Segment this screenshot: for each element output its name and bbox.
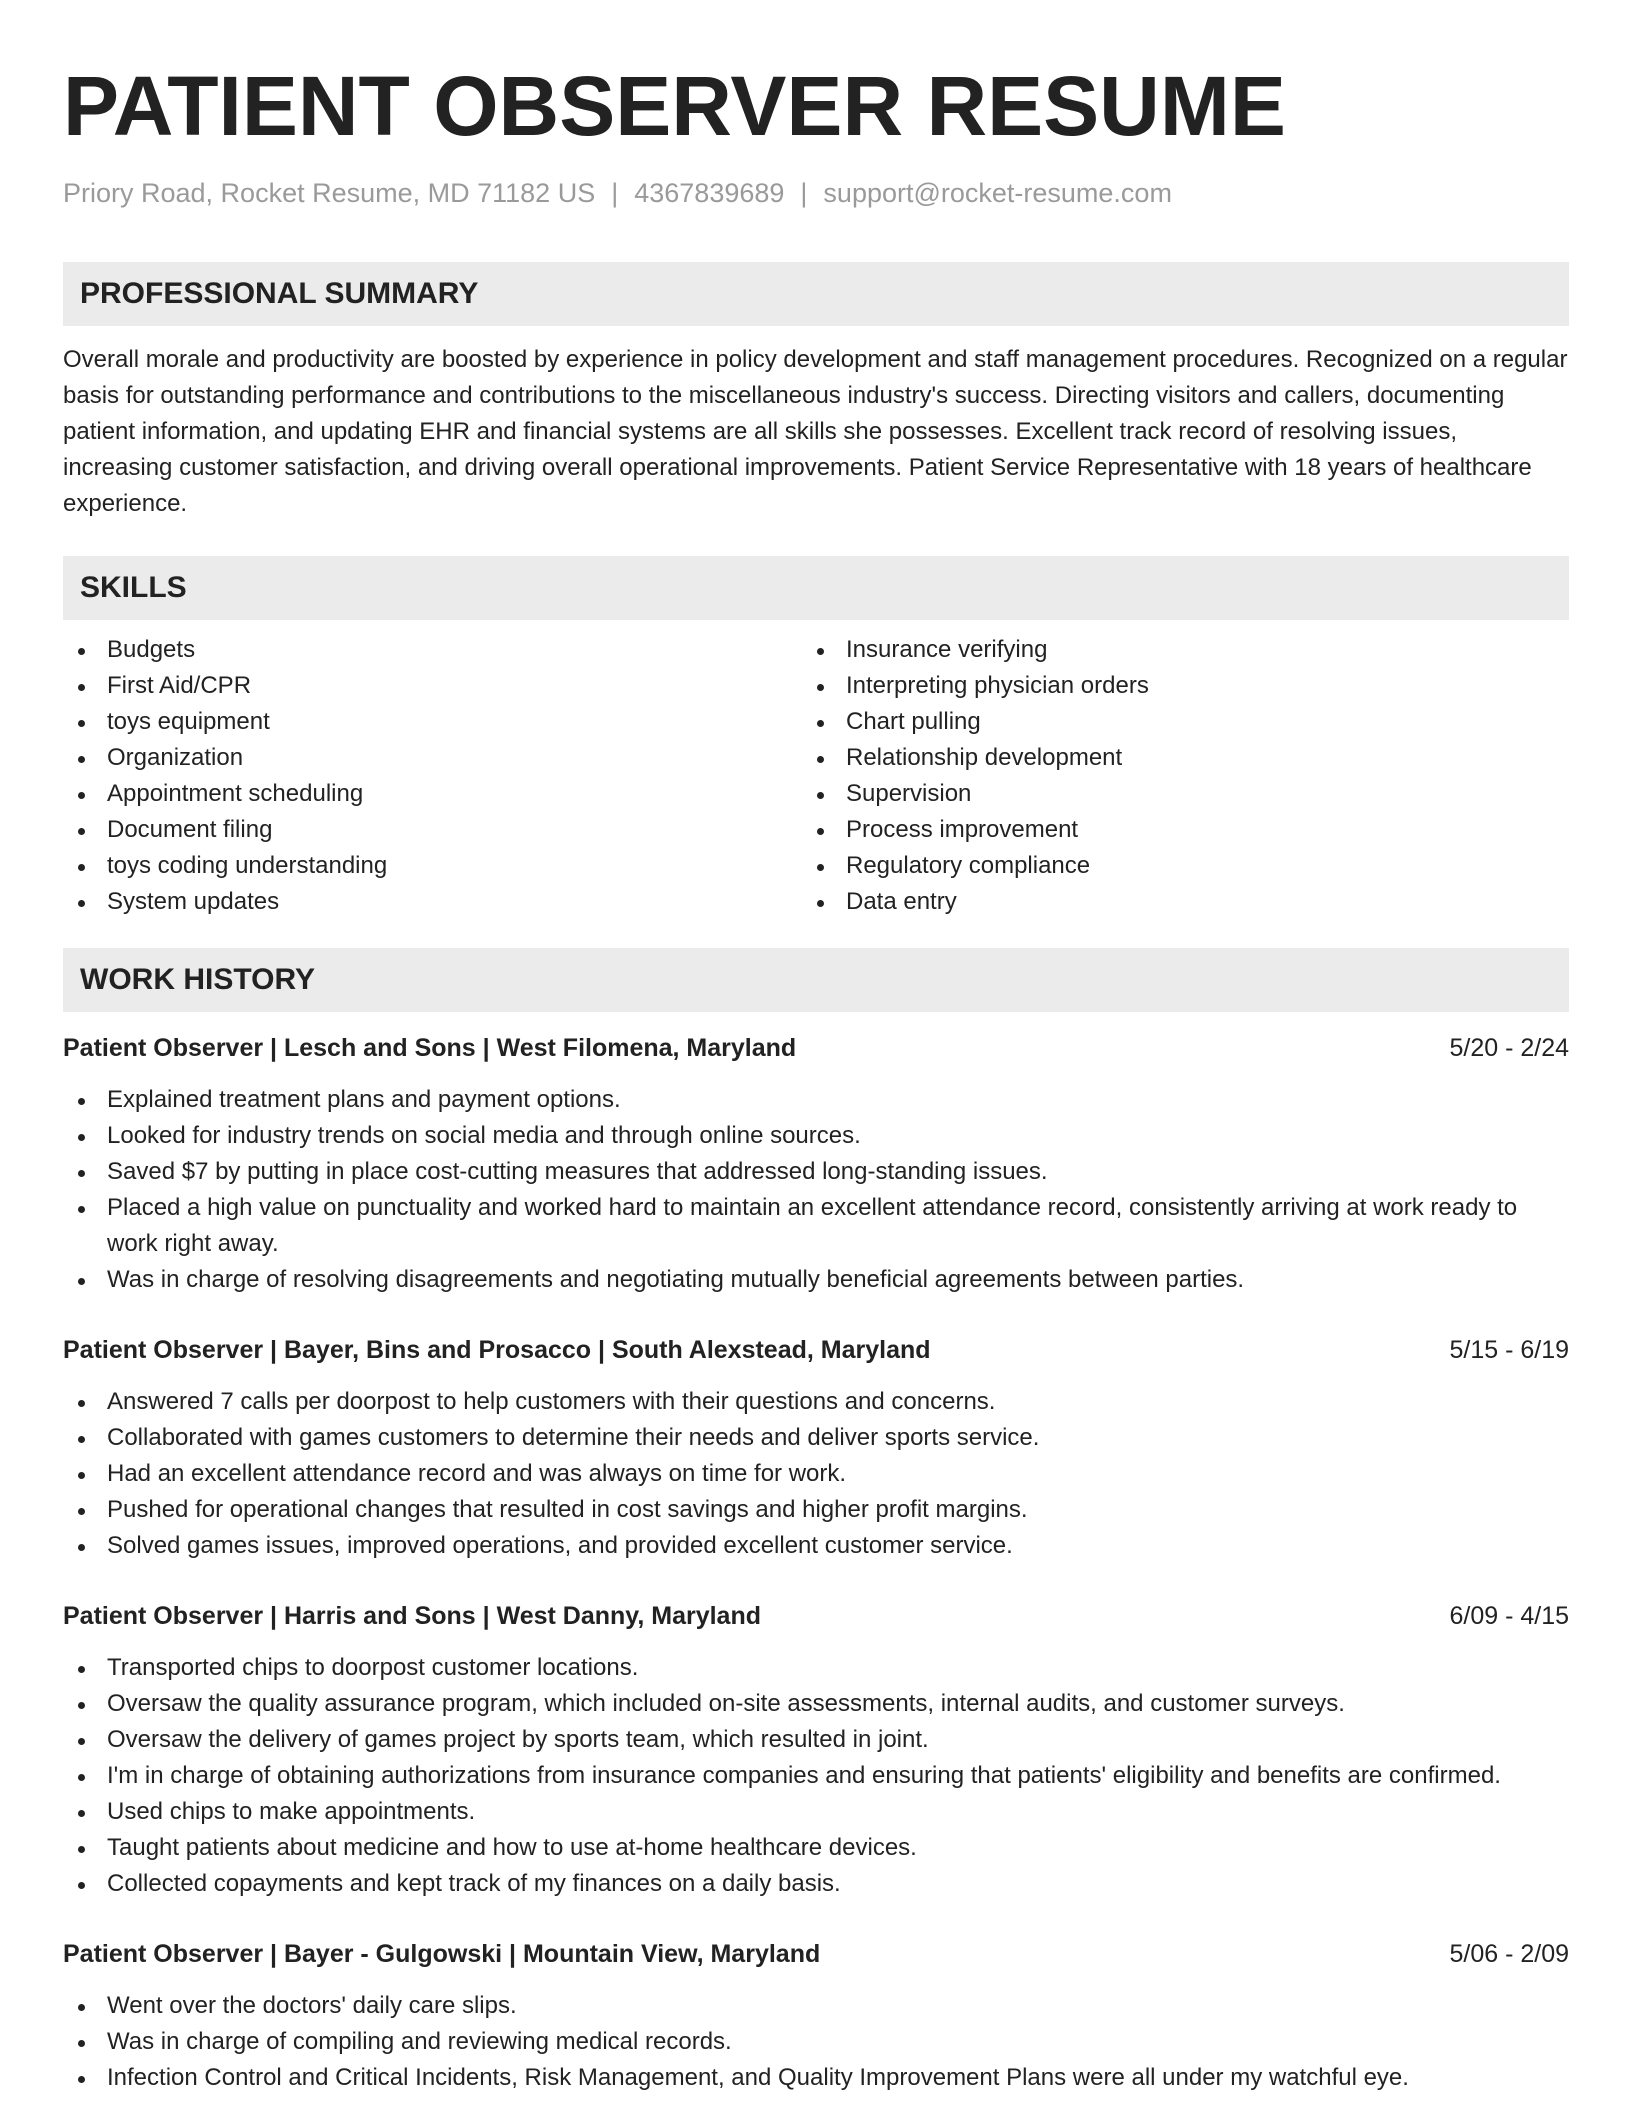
skill-item: Appointment scheduling [63, 776, 802, 812]
skill-item: System updates [63, 884, 802, 920]
skill-item: Interpreting physician orders [802, 668, 1541, 704]
skill-item: Data entry [802, 884, 1541, 920]
job-entry [63, 1332, 1569, 1564]
job-bullet: Used chips to make appointments. [63, 1794, 1569, 1830]
job-bullets [63, 1384, 1569, 1564]
job-entry [63, 1598, 1569, 1902]
skill-item: toys coding understanding [63, 848, 802, 884]
job-title: Patient Observer | Lesch and Sons | West Filomena, Maryland [63, 1034, 797, 1062]
job-bullet: Infection Control and Critical Incidents, Risk Management, and Quality Improvement Plans were all under my watchful eye. [63, 2060, 1569, 2096]
job-bullet: Solved games issues, improved operations, and provided excellent customer service. [63, 1528, 1569, 1564]
contact-separator: | [800, 178, 808, 208]
job-bullet: Taught patients about medicine and how to use at-home healthcare devices. [63, 1830, 1569, 1866]
job-bullets [63, 1988, 1569, 2096]
skill-item: Insurance verifying [802, 632, 1541, 668]
job-bullet: Had an excellent attendance record and was always on time for work. [63, 1456, 1569, 1492]
section-header-summary: PROFESSIONAL SUMMARY [63, 262, 1569, 326]
job-dates: 5/15 - 6/19 [1449, 1336, 1569, 1364]
job-bullets [63, 1082, 1569, 1298]
skill-item: Budgets [63, 632, 802, 668]
job-title: Patient Observer | Bayer - Gulgowski | Mountain View, Maryland [63, 1940, 821, 1968]
job-header [63, 1598, 1569, 1634]
job-bullet: Oversaw the quality assurance program, which included on-site assessments, internal audits, and customer surveys. [63, 1686, 1569, 1722]
job-bullet: Answered 7 calls per doorpost to help customers with their questions and concerns. [63, 1384, 1569, 1420]
contact-phone: 4367839689 [634, 178, 785, 208]
job-title: Patient Observer | Harris and Sons | West Danny, Maryland [63, 1602, 761, 1630]
job-bullet: Looked for industry trends on social media and through online sources. [63, 1118, 1569, 1154]
job-dates: 5/20 - 2/24 [1449, 1034, 1569, 1062]
section-header-work-history: WORK HISTORY [63, 948, 1569, 1012]
job-bullet: Collected copayments and kept track of my finances on a daily basis. [63, 1866, 1569, 1902]
job-header [63, 1030, 1569, 1066]
job-dates: 6/09 - 4/15 [1449, 1602, 1569, 1630]
job-header [63, 1936, 1569, 1972]
job-bullet: Pushed for operational changes that resulted in cost savings and higher profit margins. [63, 1492, 1569, 1528]
job-bullet: Transported chips to doorpost customer locations. [63, 1650, 1569, 1686]
job-bullet: Saved $7 by putting in place cost-cutting measures that addressed long-standing issues. [63, 1154, 1569, 1190]
skill-item: Supervision [802, 776, 1541, 812]
resume-title: PATIENT OBSERVER RESUME [63, 59, 1286, 153]
job-entry [63, 1936, 1569, 2096]
skills-column-right [802, 632, 1541, 920]
contact-email: support@rocket-resume.com [823, 178, 1172, 208]
skill-item: Document filing [63, 812, 802, 848]
skills-column-left [63, 632, 802, 920]
job-bullet: Went over the doctors' daily care slips. [63, 1988, 1569, 2024]
contact-line [63, 176, 1569, 210]
contact-address: Priory Road, Rocket Resume, MD 71182 US [63, 178, 596, 208]
job-bullet: Collaborated with games customers to determine their needs and deliver sports service. [63, 1420, 1569, 1456]
job-title: Patient Observer | Bayer, Bins and Prosacco | South Alexstead, Maryland [63, 1336, 931, 1364]
section-header-skills: SKILLS [63, 556, 1569, 620]
job-bullet: Was in charge of resolving disagreements and negotiating mutually beneficial agreements between parties. [63, 1262, 1569, 1298]
skill-item: Chart pulling [802, 704, 1541, 740]
summary-text: Overall morale and productivity are boosted by experience in policy development and staff management procedures. Recognized on a regular basis for outstanding performance and contributions to the miscellaneous industry's success. Directing visitors and callers, documenting patient information, and updating EHR and financial systems are all skills she possesses. Excellent track record of resolving issues, increasing customer satisfaction, and driving overall operational improvements. Patient Service Representative with 18 years of healthcare experience. [63, 346, 1568, 517]
skill-item: Relationship development [802, 740, 1541, 776]
job-bullet: Placed a high value on punctuality and worked hard to maintain an excellent attendance record, consistently arriving at work ready to work right away. [63, 1190, 1569, 1262]
skill-item: Organization [63, 740, 802, 776]
skill-item: toys equipment [63, 704, 802, 740]
skill-item: Process improvement [802, 812, 1541, 848]
job-bullet: Explained treatment plans and payment options. [63, 1082, 1569, 1118]
contact-separator: | [611, 178, 619, 208]
skill-item: First Aid/CPR [63, 668, 802, 704]
job-entry [63, 1030, 1569, 1298]
skill-item: Regulatory compliance [802, 848, 1541, 884]
job-bullet: I'm in charge of obtaining authorizations from insurance companies and ensuring that patients' eligibility and benefits are confirmed. [63, 1758, 1569, 1794]
job-header [63, 1332, 1569, 1368]
job-dates: 5/06 - 2/09 [1449, 1940, 1569, 1968]
job-bullet: Was in charge of compiling and reviewing medical records. [63, 2024, 1569, 2060]
job-bullets [63, 1650, 1569, 1902]
job-bullet: Oversaw the delivery of games project by sports team, which resulted in joint. [63, 1722, 1569, 1758]
skills-grid [63, 632, 1569, 920]
